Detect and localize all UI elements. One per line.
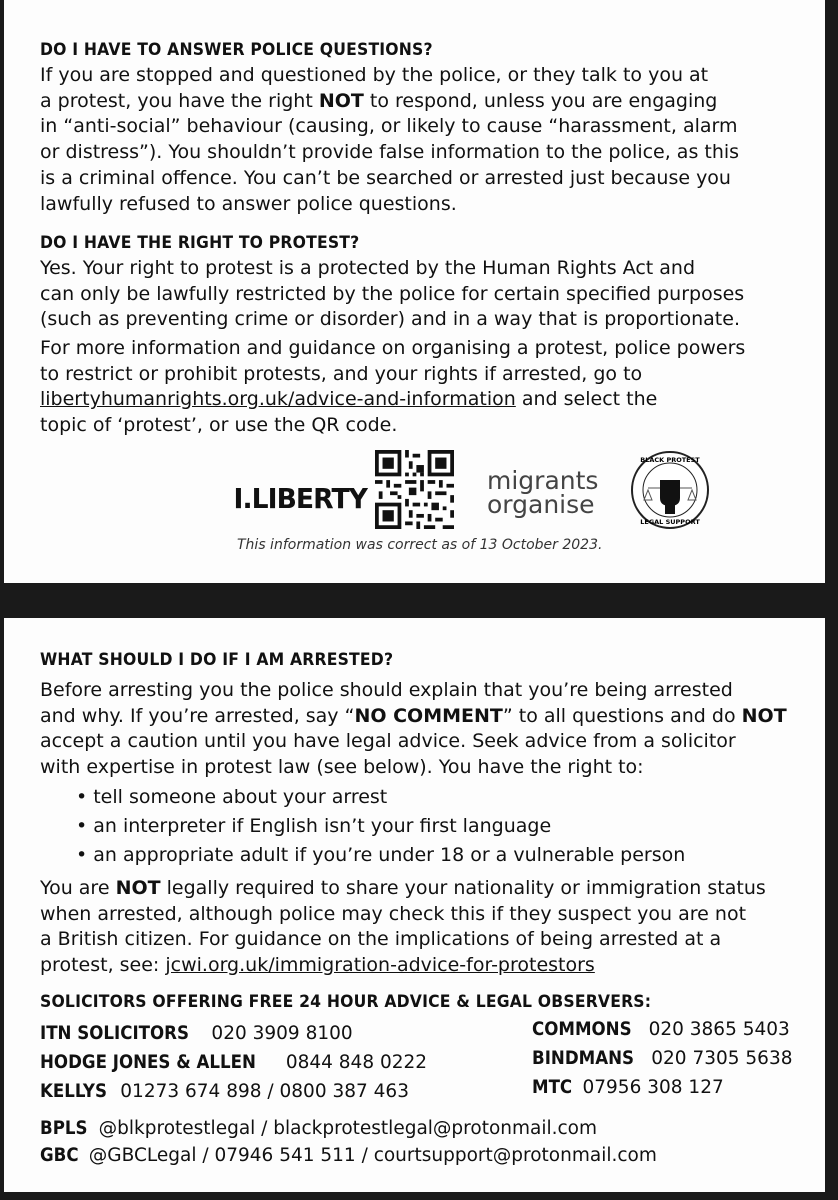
- bullet-item: • an interpreter if English isn’t your first language: [76, 815, 551, 837]
- liberty-logo: I.LIBERTY: [233, 482, 367, 515]
- heading-arrested: WHAT SHOULD I DO IF I AM ARRESTED?: [40, 650, 394, 670]
- more-info-body: For more information and guidance on organising a protest, police powers to restrict or prohibit protests, and your rights if arrested, go to libertyhumanrights.org.uk/advice-and-information and select the topic of ‘protest’, or use the QR code.: [40, 337, 746, 437]
- logo-row: [4, 450, 825, 540]
- qr-code[interactable]: [375, 450, 454, 529]
- bottom-card: [4, 618, 825, 1192]
- solicitor-entry: KELLYS 01273 674 898 / 0800 387 463: [40, 1081, 409, 1102]
- bpls-logo-bottom-text: LEGAL SUPPORT: [640, 518, 700, 526]
- heading-answer-questions: DO I HAVE TO ANSWER POLICE QUESTIONS?: [40, 40, 433, 60]
- liberty-advice-link[interactable]: libertyhumanrights.org.uk/advice-and-information: [40, 388, 516, 411]
- right-to-protest-body: Yes. Your right to protest is a protected by the Human Rights Act and can only be lawfully restricted by the police for certain specified purposes (such as preventing crime or disorder) and in a way that is proportionate.: [40, 257, 745, 331]
- bullet-item: • an appropriate adult if you’re under 18 or a vulnerable person: [76, 844, 685, 866]
- contact-gbc: GBC @GBCLegal / 07946 541 511 / courtsupport@protonmail.com: [40, 1145, 657, 1166]
- heading-solicitors: SOLICITORS OFFERING FREE 24 HOUR ADVICE & LEGAL OBSERVERS:: [40, 992, 652, 1012]
- contact-bpls: BPLS @blkprotestlegal / blackprotestlegal@protonmail.com: [40, 1118, 598, 1139]
- bpls-logo-top-text: BLACK PROTEST: [640, 456, 700, 464]
- bullet-item: • tell someone about your arrest: [76, 786, 387, 808]
- answer-questions-body: If you are stopped and questioned by the police, or they talk to you at a protest, you have the right NOT to respond, unless you are engaging in “anti-social” behaviour (causing, or likely to cause “harassment, alarm or distress”). You shouldn’t provide false information to the police, as this is a criminal offence. You can’t be searched or arrested just because you lawfully refused to answer police questions.: [40, 64, 740, 215]
- top-card: [4, 0, 825, 583]
- solicitor-entry: COMMONS 020 3865 5403: [532, 1019, 790, 1040]
- solicitor-entry: MTC 07956 308 127: [532, 1077, 724, 1098]
- jcwi-link[interactable]: jcwi.org.uk/immigration-advice-for-protestors: [165, 954, 595, 977]
- nationality-body: You are NOT legally required to share your nationality or immigration status when arrested, although police may check this if they suspect you are not a British citizen. For guidance on the implications of being arrested at a protest, see: jcwi.org.uk/immigration-advice-for-protestors: [40, 877, 766, 977]
- solicitor-entry: HODGE JONES & ALLEN 0844 848 0222: [40, 1052, 428, 1073]
- black-protest-legal-support-logo: [630, 450, 710, 530]
- migrants-organise-logo: migrants organise: [487, 466, 599, 519]
- arrested-body: Before arresting you the police should explain that you’re being arrested and why. If you’re arrested, say “NO COMMENT” to all questions and do NOT accept a caution until you have legal advice. Seek advice from a solicitor with expertise in protest law (see below). You have the right to:: [40, 679, 787, 779]
- date-note: This information was correct as of 13 October 2023.: [237, 537, 603, 553]
- solicitor-entry: BINDMANS 020 7305 5638: [532, 1048, 793, 1069]
- solicitor-entry: ITN SOLICITORS 020 3909 8100: [40, 1023, 353, 1044]
- heading-right-to-protest: DO I HAVE THE RIGHT TO PROTEST?: [40, 233, 360, 253]
